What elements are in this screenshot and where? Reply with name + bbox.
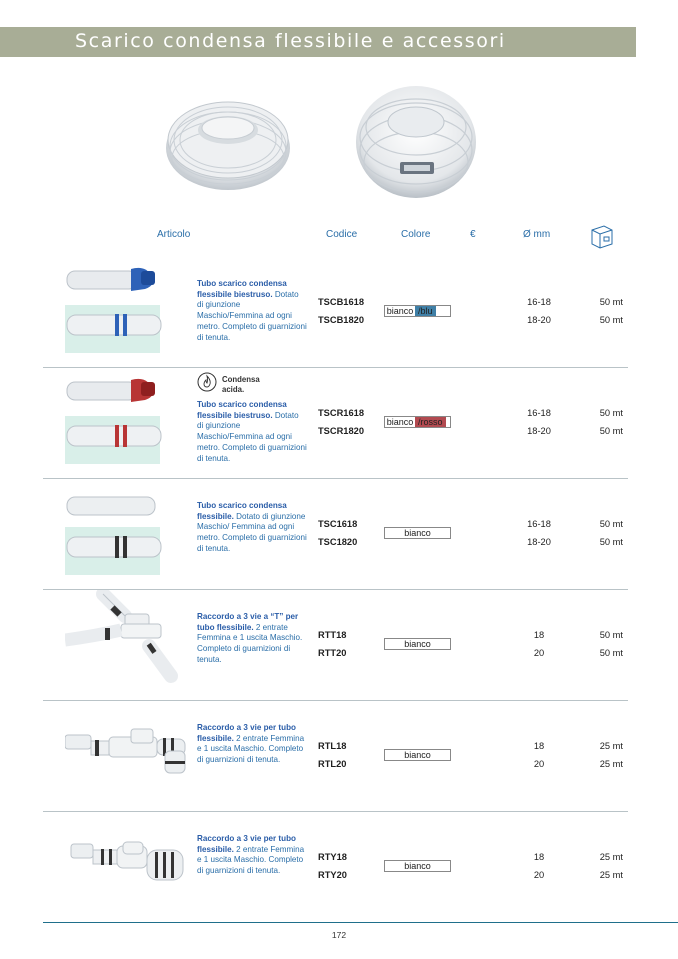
- diameter-value: 18-20: [527, 425, 551, 436]
- header-codice: Codice: [326, 229, 358, 240]
- table-row: [43, 368, 628, 479]
- length-values: [583, 627, 623, 662]
- diameter-values: [514, 738, 564, 773]
- color-swatch: bianco: [384, 749, 451, 761]
- diameter-values: [514, 405, 564, 440]
- product-code: RTL18: [318, 741, 347, 751]
- length-values: [583, 294, 623, 329]
- color-swatch: [384, 416, 451, 428]
- table-row: [43, 590, 628, 701]
- diameter-value: 16-18: [527, 297, 551, 307]
- product-title: Tubo scarico condensa flessibile.: [197, 501, 287, 521]
- header-price: €: [470, 229, 476, 240]
- page-number: 172: [331, 930, 347, 940]
- product-code: TSCR1820: [318, 425, 364, 436]
- product-details: 2 entrate Femmina e 1 uscita Maschio. Completo di guarnizioni di tenuta.: [197, 844, 305, 876]
- product-title: Raccordo a 3 vie a “T” per tubo flessibile.: [197, 612, 299, 632]
- product-details: Dotato di giunzione Maschio/ Femmina ad ogni metro. Completo di guarnizioni di tenuta.: [197, 511, 307, 553]
- diameter-values: [514, 516, 564, 551]
- product-details: Dotato di giunzione Maschio/Femmina ad ogni metro. Completo di guarnizioni di tenuta.: [197, 410, 307, 463]
- length-value: 50 mt: [599, 425, 623, 436]
- length-value: 25 mt: [599, 741, 623, 751]
- length-value: 50 mt: [599, 297, 623, 307]
- length-value: 50 mt: [599, 519, 623, 529]
- product-code: TSCR1618: [318, 408, 364, 418]
- color-swatch: bianco: [384, 638, 451, 650]
- diameter-value: 20: [533, 758, 545, 769]
- color-swatch: bianco: [384, 527, 451, 539]
- diameter-value: 18: [533, 630, 545, 640]
- color-label: bianco: [386, 417, 414, 427]
- product-code: TSC1820: [318, 536, 358, 547]
- product-image-tee-fitting: [65, 590, 187, 686]
- flame-icon: [197, 372, 217, 392]
- product-code: TSCB1618: [318, 297, 364, 307]
- length-value: 25 mt: [599, 869, 623, 880]
- product-code: TSCB1820: [318, 314, 364, 325]
- length-value: 50 mt: [599, 314, 623, 325]
- diameter-value: 20: [533, 869, 545, 880]
- diameter-value: 18-20: [527, 536, 551, 547]
- product-image-hose-red: [65, 368, 187, 464]
- product-code: RTT20: [318, 647, 347, 658]
- table-row: [43, 812, 628, 923]
- product-code: RTY18: [318, 852, 347, 862]
- product-description: [197, 723, 307, 766]
- diameter-value: 20: [533, 647, 545, 658]
- product-details: 2 entrate Femmina e 1 uscita Maschio. Completo di guarnizioni di tenuta.: [197, 733, 305, 765]
- length-value: 25 mt: [599, 758, 623, 769]
- product-description: [197, 612, 307, 666]
- length-values: [583, 738, 623, 773]
- product-codes: [318, 849, 388, 884]
- color-swatch: bianco: [384, 860, 451, 872]
- product-image-inline-fitting: [65, 701, 187, 797]
- product-code: RTL20: [318, 758, 347, 769]
- product-title: Tubo scarico condensa flessibile biestruso.: [197, 279, 287, 299]
- product-codes: [318, 516, 388, 551]
- length-values: [583, 516, 623, 551]
- diameter-value: 16-18: [527, 408, 551, 418]
- product-codes: [318, 294, 388, 329]
- diameter-values: [514, 627, 564, 662]
- length-value: 50 mt: [599, 536, 623, 547]
- table-row: [43, 257, 628, 368]
- color-label: bianco: [386, 306, 414, 316]
- product-code: RTY20: [318, 869, 347, 880]
- diameter-values: [514, 849, 564, 884]
- hose-coil-image: [165, 90, 291, 192]
- product-description: [197, 834, 307, 877]
- diameter-values: [514, 294, 564, 329]
- length-values: [583, 405, 623, 440]
- product-codes: [318, 405, 388, 440]
- diameter-value: 16-18: [527, 519, 551, 529]
- product-title: Raccordo a 3 vie per tubo flessibile.: [197, 723, 296, 743]
- footer-divider: [43, 922, 678, 923]
- packaged-coil-image: [354, 82, 478, 200]
- product-details: 2 entrate Femmina e 1 uscita Maschio. Completo di guarnizioni di tenuta.: [197, 622, 303, 664]
- product-description: [197, 279, 307, 343]
- color-swatch: [384, 305, 451, 317]
- diameter-value: 18-20: [527, 314, 551, 325]
- product-image-hose-white: [65, 479, 187, 575]
- header-colore: Colore: [401, 229, 431, 240]
- table-row: [43, 701, 628, 812]
- product-description: [197, 400, 307, 464]
- title-bar: [0, 27, 636, 57]
- color-accent-label: /blu: [415, 306, 436, 316]
- length-value: 50 mt: [599, 630, 623, 640]
- package-box-icon: [588, 222, 616, 250]
- length-values: [583, 849, 623, 884]
- product-code: TSC1618: [318, 519, 358, 529]
- product-details: Dotato di giunzione Maschio/Femmina ad ogni metro. Completo di guarnizioni di tenuta.: [197, 289, 307, 342]
- product-code: RTT18: [318, 630, 347, 640]
- header-articolo: Articolo: [157, 229, 191, 240]
- product-image-hose-blue: [65, 257, 187, 353]
- length-value: 50 mt: [599, 408, 623, 418]
- table-row: [43, 479, 628, 590]
- diameter-value: 18: [533, 741, 545, 751]
- product-title: Raccordo a 3 vie per tubo flessibile.: [197, 834, 296, 854]
- length-value: 25 mt: [599, 852, 623, 862]
- color-accent-label: /rosso: [415, 417, 446, 427]
- product-image-y-fitting: [65, 812, 187, 908]
- length-value: 50 mt: [599, 647, 623, 658]
- acid-badge-label: Condensa acida.: [222, 375, 260, 394]
- product-codes: [318, 627, 388, 662]
- product-title: Tubo scarico condensa flessibile biestruso.: [197, 400, 287, 420]
- product-codes: [318, 738, 388, 773]
- page-title: Scarico condensa flessibile e accessori: [75, 30, 506, 52]
- header-diameter: Ø mm: [523, 229, 551, 240]
- acid-condensate-badge: [197, 372, 307, 396]
- product-description: [197, 501, 307, 555]
- diameter-value: 18: [533, 852, 545, 862]
